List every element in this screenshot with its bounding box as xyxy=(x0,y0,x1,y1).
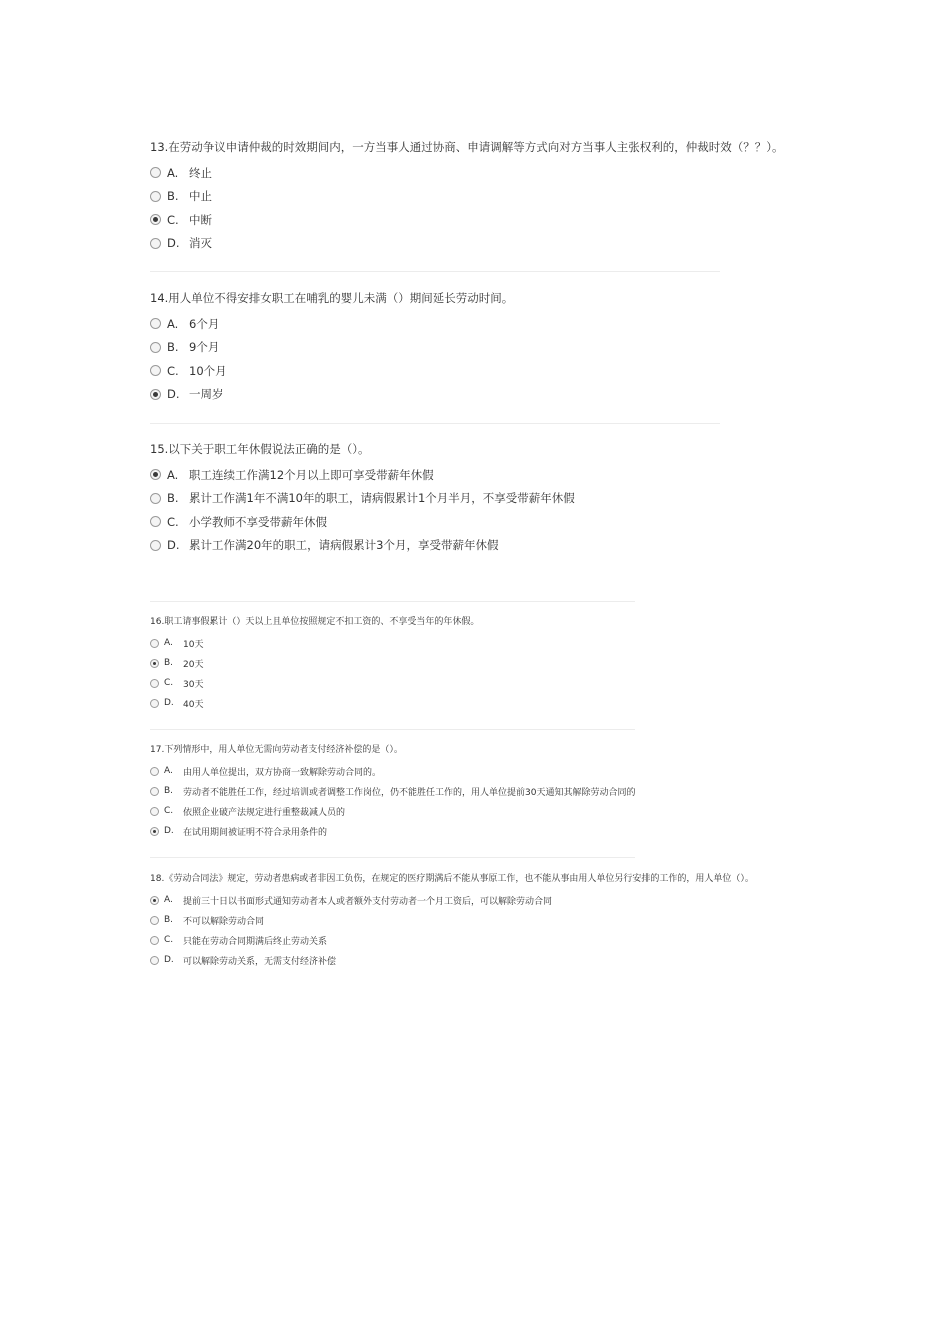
radio-button-selected[interactable] xyxy=(150,469,161,480)
option-text: 职工连续工作满12个月以上即可享受带薪年休假 xyxy=(189,467,434,482)
radio-button[interactable] xyxy=(150,167,161,178)
question-18 xyxy=(150,873,754,970)
radio-button[interactable] xyxy=(150,365,161,376)
option-letter: C. xyxy=(167,363,179,378)
option-d[interactable] xyxy=(150,232,784,256)
option-text: 10个月 xyxy=(189,363,227,378)
radio-button[interactable] xyxy=(150,787,159,796)
radio-button[interactable] xyxy=(150,639,159,648)
option-letter: D. xyxy=(164,955,174,965)
option-letter: C. xyxy=(167,212,179,227)
option-letter: B. xyxy=(164,786,174,796)
option-text: 20天 xyxy=(183,659,204,670)
option-text: 累计工作满20年的职工，请病假累计3个月，享受带薪年休假 xyxy=(189,538,499,553)
divider xyxy=(150,729,635,730)
option-text: 中止 xyxy=(189,189,212,204)
radio-button[interactable] xyxy=(150,238,161,249)
option-a[interactable] xyxy=(150,633,479,653)
option-c[interactable] xyxy=(150,801,635,821)
option-b[interactable] xyxy=(150,781,635,801)
question-17 xyxy=(150,744,635,841)
radio-button[interactable] xyxy=(150,191,161,202)
question-title: 16.职工请事假累计（）天以上且单位按照规定不扣工资的、不享受当年的年休假。 xyxy=(150,617,480,627)
option-a[interactable] xyxy=(150,312,513,336)
radio-button-selected[interactable] xyxy=(150,389,161,400)
option-letter: B. xyxy=(167,189,179,204)
radio-button[interactable] xyxy=(150,956,159,965)
divider xyxy=(150,601,635,602)
option-a[interactable] xyxy=(150,463,575,487)
option-text: 可以解除劳动关系，无需支付经济补偿 xyxy=(183,956,337,967)
option-a[interactable] xyxy=(150,161,784,185)
option-text: 小学教师不享受带薪年休假 xyxy=(189,514,327,529)
option-text: 累计工作满1年不满10年的职工，请病假累计1个月半月，不享受带薪年休假 xyxy=(189,491,575,506)
radio-button[interactable] xyxy=(150,767,159,776)
option-text: 一周岁 xyxy=(189,387,224,402)
radio-button[interactable] xyxy=(150,807,159,816)
radio-button[interactable] xyxy=(150,936,159,945)
option-a[interactable] xyxy=(150,890,754,910)
radio-button-selected[interactable] xyxy=(150,896,159,905)
option-text: 9个月 xyxy=(189,340,220,355)
radio-button[interactable] xyxy=(150,540,161,551)
option-b[interactable] xyxy=(150,336,513,360)
option-text: 劳动者不能胜任工作，经过培训或者调整工作岗位，仍不能胜任工作的，用人单位提前30天通知其解除劳动合同的 xyxy=(183,787,636,798)
question-title: 13.在劳动争议申请仲裁的时效期间内，一方当事人通过协商、申请调解等方式向对方当事人主张权利的，仲裁时效（？？）。 xyxy=(150,140,784,154)
question-title: 14.用人单位不得安排女职工在哺乳的婴儿未满（）期间延长劳动时间。 xyxy=(150,291,514,305)
option-text: 在试用期间被证明不符合录用条件的 xyxy=(183,827,328,838)
option-letter: D. xyxy=(164,698,174,708)
option-letter: B. xyxy=(167,340,179,355)
option-letter: A. xyxy=(167,467,179,482)
option-c[interactable] xyxy=(150,673,479,693)
option-letter: A. xyxy=(164,766,173,776)
option-text: 由用人单位提出，双方协商一致解除劳动合同的。 xyxy=(183,767,382,778)
option-d[interactable] xyxy=(150,383,513,407)
question-14 xyxy=(150,290,513,406)
question-title: 17.下列情形中，用人单位无需向劳动者支付经济补偿的是（）。 xyxy=(150,745,403,755)
option-letter: D. xyxy=(167,538,180,553)
option-text: 消灭 xyxy=(189,236,212,251)
option-letter: A. xyxy=(164,895,173,905)
option-letter: C. xyxy=(164,935,174,945)
option-text: 终止 xyxy=(189,165,212,180)
option-text: 40天 xyxy=(183,699,204,710)
option-letter: B. xyxy=(167,491,179,506)
option-letter: C. xyxy=(167,514,179,529)
option-d[interactable] xyxy=(150,950,754,970)
radio-button-selected[interactable] xyxy=(150,827,159,836)
option-text: 依照企业破产法规定进行重整裁减人员的 xyxy=(183,807,346,818)
option-c[interactable] xyxy=(150,359,513,383)
option-letter: D. xyxy=(167,387,180,402)
option-c[interactable] xyxy=(150,208,784,232)
option-text: 6个月 xyxy=(189,316,220,331)
option-text: 提前三十日以书面形式通知劳动者本人或者额外支付劳动者一个月工资后，可以解除劳动合同 xyxy=(183,896,553,907)
option-text: 只能在劳动合同期满后终止劳动关系 xyxy=(183,936,328,947)
option-text: 10天 xyxy=(183,639,204,650)
option-letter: B. xyxy=(164,915,174,925)
question-16 xyxy=(150,616,479,713)
option-text: 30天 xyxy=(183,679,204,690)
option-d[interactable] xyxy=(150,821,635,841)
option-letter: A. xyxy=(167,165,179,180)
option-b[interactable] xyxy=(150,487,575,511)
option-c[interactable] xyxy=(150,510,575,534)
question-13 xyxy=(150,139,784,255)
option-d[interactable] xyxy=(150,534,575,558)
option-letter: A. xyxy=(164,638,173,648)
option-c[interactable] xyxy=(150,930,754,950)
radio-button[interactable] xyxy=(150,342,161,353)
option-letter: C. xyxy=(164,806,174,816)
radio-button-selected[interactable] xyxy=(150,659,159,668)
option-b[interactable] xyxy=(150,185,784,209)
question-title: 15.以下关于职工年休假说法正确的是（）。 xyxy=(150,442,370,456)
radio-button-selected[interactable] xyxy=(150,214,161,225)
radio-button[interactable] xyxy=(150,493,161,504)
option-b[interactable] xyxy=(150,653,479,673)
radio-button[interactable] xyxy=(150,916,159,925)
radio-button[interactable] xyxy=(150,318,161,329)
option-letter: B. xyxy=(164,658,174,668)
question-15 xyxy=(150,441,575,557)
option-letter: D. xyxy=(164,826,174,836)
option-d[interactable] xyxy=(150,693,479,713)
radio-button[interactable] xyxy=(150,516,161,527)
option-letter: D. xyxy=(167,236,180,251)
option-a[interactable] xyxy=(150,761,635,781)
divider xyxy=(150,423,720,424)
option-text: 不可以解除劳动合同 xyxy=(183,916,265,927)
option-letter: C. xyxy=(164,678,174,688)
option-letter: A. xyxy=(167,316,179,331)
option-text: 中断 xyxy=(189,212,212,227)
option-b[interactable] xyxy=(150,910,754,930)
divider xyxy=(150,857,635,858)
question-title: 18.《劳动合同法》规定，劳动者患病或者非因工负伤，在规定的医疗期满后不能从事原工作，也不能从事由用人单位另行安排的工作的，用人单位（）。 xyxy=(150,874,754,884)
radio-button[interactable] xyxy=(150,679,159,688)
divider xyxy=(150,271,720,272)
radio-button[interactable] xyxy=(150,699,159,708)
